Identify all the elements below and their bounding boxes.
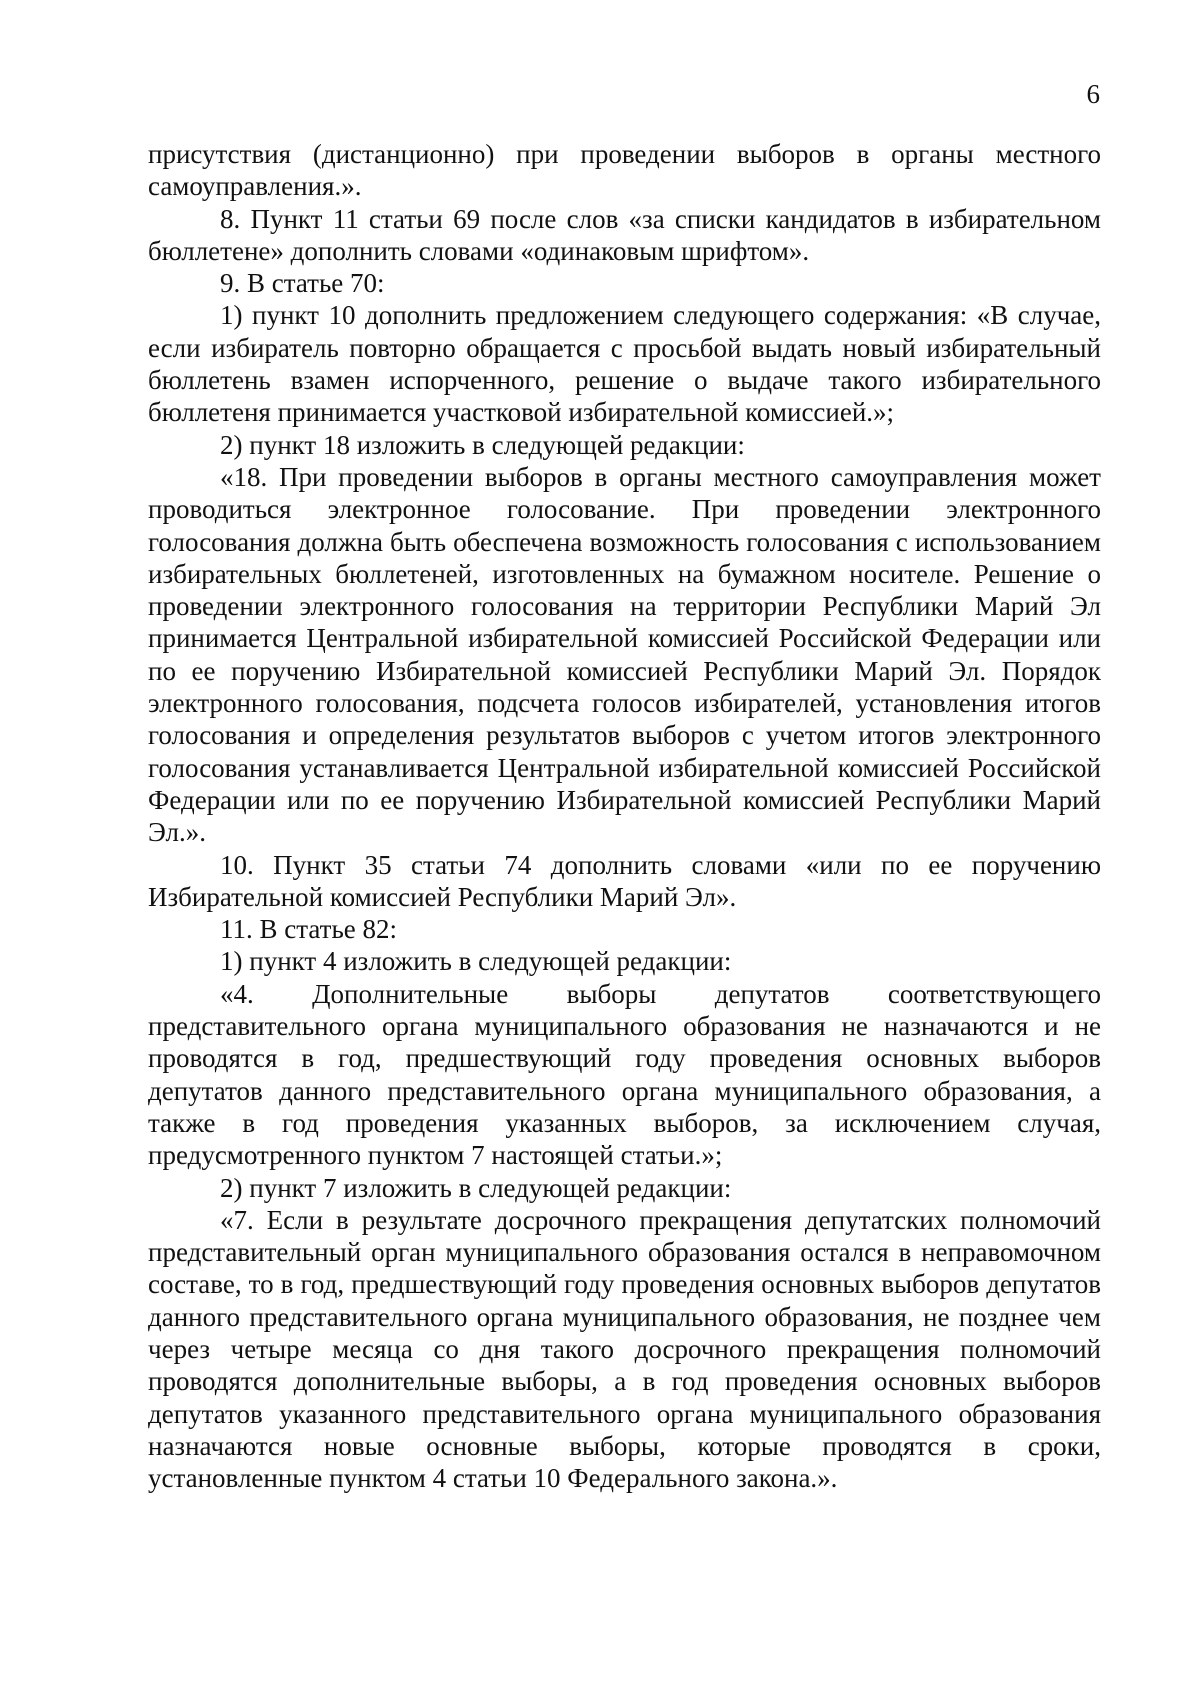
paragraph: присутствия (дистанционно) при проведении выборов в органы местного самоуправления.». [148, 139, 1101, 202]
paragraph: 1) пункт 4 изложить в следующей редакции: [220, 946, 732, 977]
paragraph: 2) пункт 7 изложить в следующей редакции: [220, 1172, 732, 1203]
paragraph: 11. В статье 82: [220, 914, 398, 945]
paragraph: 2) пункт 18 изложить в следующей редакции: [220, 429, 745, 460]
paragraph: «4. Дополнительные выборы депутатов соответствующего представительного органа муниципального образования не назначаются и не проводятся в год, предшествующий году проведения основных выборов депутатов данного представительного органа муниципального образования, а также в год проведения указанных выборов, за исключением случая, предусмотренного пунктом 7 настоящей статьи.»; [148, 978, 1101, 1171]
paragraph: 1) пункт 10 дополнить предложением следующего содержания: «В случае, если избиратель повторно обращается с просьбой выдать новый избирательный бюллетень взамен испорченного, решение о выдаче такого избирательного бюллетеня принимается участковой избирательной комиссией.»; [148, 300, 1101, 428]
paragraph: «18. При проведении выборов в органы местного самоуправления может проводиться электронное голосование. При проведении электронного голосования должна быть обеспечена возможность голосования с использованием избирательных бюллетеней, изготовленных на бумажном носителе. Решение о проведении электронного голосования на территории Республики Марий Эл принимается Центральной избирательной комиссией Российской Федерации или по ее поручению Избирательной комиссией Республики Марий Эл. Порядок электронного голосования, подсчета голосов избирателей, установления итогов голосования и определения результатов выборов с учетом итогов электронного голосования устанавливается Центральной избирательной комиссией Российской Федерации или по ее поручению Избирательной комиссией Республики Марий Эл.». [148, 461, 1101, 848]
paragraph: 9. В статье 70: [220, 268, 385, 299]
document-body [148, 138, 1101, 1494]
paragraph: 10. Пункт 35 статьи 74 дополнить словами «или по ее поручению Избирательной комиссией Республики Марий Эл». [148, 849, 1101, 912]
paragraph: «7. Если в результате досрочного прекращения депутатских полномочий представительный орган муниципального образования остался в неправомочном составе, то в год, предшествующий году проведения основных выборов депутатов данного представительного органа муниципального образования, не позднее чем через четыре месяца со дня такого досрочного прекращения полномочий проводятся дополнительные выборы, а в год проведения основных выборов депутатов указанного представительного органа муниципального образования назначаются новые основные выборы, которые проводятся в сроки, установленные пунктом 4 статьи 10 Федерального закона.». [148, 1204, 1101, 1494]
paragraph: 8. Пункт 11 статьи 69 после слов «за списки кандидатов в избирательном бюллетене» дополнить словами «одинаковым шрифтом». [148, 203, 1101, 266]
page-number: 6 [1086, 79, 1100, 109]
